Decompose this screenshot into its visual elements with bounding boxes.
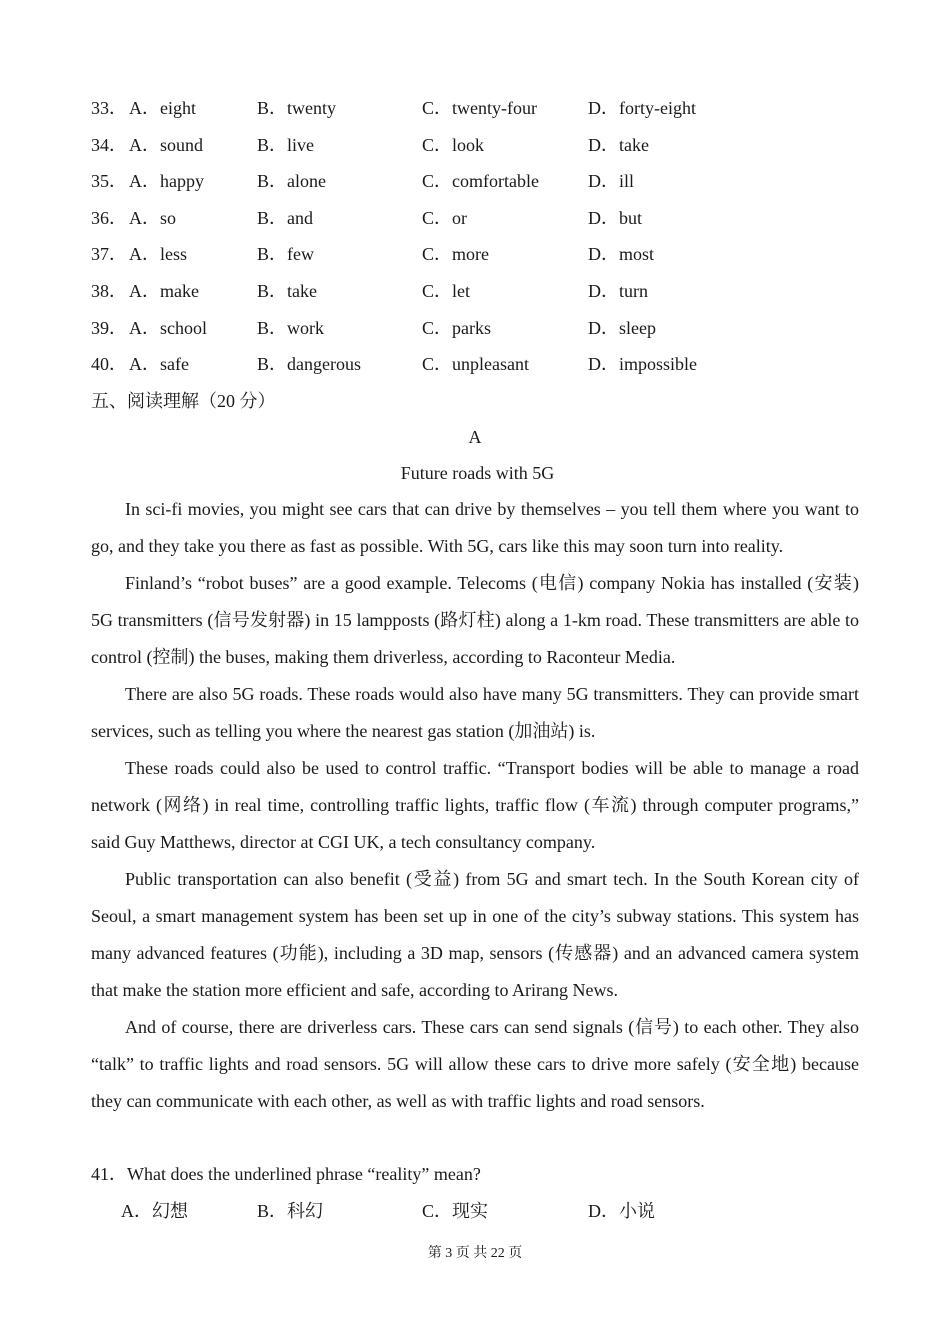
passage-paragraph: Public transportation can also benefit (受益) from 5G and smart tech. In the South Korean city of Seoul, a smart management system has been set up in one of the city’s subway stations. This system has many advanced features (功能), including a 3D map, sensors (传感器) and an advanced camera system that make the station more efficient and safe, according to Arirang News. bbox=[91, 869, 859, 1000]
page-footer: 第 3 页 共 22 页 bbox=[427, 1246, 523, 1261]
option-a: A．safe bbox=[129, 354, 189, 375]
option-d: D．most bbox=[588, 244, 655, 265]
option-c: C．or bbox=[422, 207, 467, 228]
option-c: C．look bbox=[422, 134, 485, 155]
option-d: D．小说 bbox=[588, 1201, 655, 1221]
passage-paragraph: These roads could also be used to control traffic. “Transport bodies will be able to manage a road network (网络) in real time, controlling traffic lights, traffic flow (车流) through computer programs,” said Guy Matthews, director at CGI UK, a tech consultancy company. bbox=[91, 758, 859, 852]
option-c: C．unpleasant bbox=[422, 354, 529, 375]
passage-letter: A bbox=[468, 427, 482, 447]
option-b: B．few bbox=[257, 244, 314, 265]
question-number: 35． bbox=[91, 171, 127, 192]
option-b: B．work bbox=[257, 317, 324, 338]
options-row-40 bbox=[91, 346, 871, 383]
option-d: D．sleep bbox=[588, 317, 656, 338]
options-row-39 bbox=[91, 310, 871, 347]
option-a: A．sound bbox=[129, 134, 204, 155]
options-row-33 bbox=[91, 90, 871, 127]
option-c: C．twenty-four bbox=[422, 98, 537, 118]
option-a: A．幻想 bbox=[121, 1201, 188, 1221]
option-a: A．make bbox=[129, 280, 199, 301]
options-row-38 bbox=[91, 273, 871, 310]
option-a: A．less bbox=[129, 244, 187, 265]
options-row-35 bbox=[91, 163, 871, 200]
question-number: 36． bbox=[91, 207, 127, 228]
option-b: B．take bbox=[257, 280, 317, 301]
option-b: B．twenty bbox=[257, 98, 336, 118]
question-number: 39． bbox=[91, 317, 127, 338]
option-c: C．let bbox=[422, 280, 470, 301]
option-d: D．ill bbox=[588, 171, 635, 192]
passage-body bbox=[91, 491, 859, 1120]
option-b: B．科幻 bbox=[257, 1201, 324, 1221]
question-41-options bbox=[91, 1193, 871, 1229]
question-number: 37． bbox=[91, 244, 127, 265]
passage-paragraph: And of course, there are driverless cars. These cars can send signals (信号) to each other. They also “talk” to traffic lights and road sensors. 5G will allow these cars to drive more safely (安全地) because they can communicate with each other, as well as with traffic lights and road sensors. bbox=[91, 1017, 859, 1111]
options-row-34 bbox=[91, 127, 871, 164]
option-c: C．more bbox=[422, 244, 489, 265]
option-a: A．happy bbox=[129, 171, 204, 192]
section-heading: 五、阅读理解（20 分） bbox=[91, 391, 276, 411]
option-d: D．take bbox=[588, 134, 649, 155]
option-a: A．eight bbox=[129, 98, 196, 118]
question-number: 34． bbox=[91, 134, 127, 155]
options-row-36 bbox=[91, 200, 871, 237]
passage-paragraph: There are also 5G roads. These roads would also have many 5G transmitters. They can provide smart services, such as telling you where the nearest gas station (加油站) is. bbox=[91, 684, 859, 741]
option-d: D．impossible bbox=[588, 354, 698, 375]
option-c: C．comfortable bbox=[422, 171, 539, 192]
option-a: A．school bbox=[129, 317, 207, 338]
question-41: 41．What does the underlined phrase “reality” mean? bbox=[91, 1164, 481, 1184]
option-b: B．live bbox=[257, 134, 314, 155]
answer-options-list bbox=[91, 90, 871, 383]
option-b: B．dangerous bbox=[257, 354, 361, 375]
option-a: A．so bbox=[129, 207, 177, 228]
options-row-37 bbox=[91, 236, 871, 273]
option-c: C．现实 bbox=[422, 1201, 489, 1221]
option-d: D．but bbox=[588, 207, 642, 228]
question-number: 40． bbox=[91, 354, 127, 375]
option-d: D．forty-eight bbox=[588, 98, 696, 118]
option-b: B．and bbox=[257, 207, 313, 228]
passage-title: Future roads with 5G bbox=[400, 463, 555, 483]
option-c: C．parks bbox=[422, 317, 491, 338]
passage-paragraph: Finland’s “robot buses” are a good example. Telecoms (电信) company Nokia has installed (安装) 5G transmitters (信号发射器) in 15 lampposts (路灯柱) along a 1-km road. These transmitters are able to control (控制) the buses, making them driverless, according to Raconteur Media. bbox=[91, 573, 859, 667]
option-d: D．turn bbox=[588, 280, 648, 301]
question-number: 38． bbox=[91, 280, 127, 301]
passage-paragraph: In sci-fi movies, you might see cars that can drive by themselves – you tell them where you want to go, and they take you there as fast as possible. With 5G, cars like this may soon turn into reality. bbox=[91, 499, 859, 556]
option-b: B．alone bbox=[257, 171, 326, 192]
question-number: 33． bbox=[91, 98, 127, 118]
